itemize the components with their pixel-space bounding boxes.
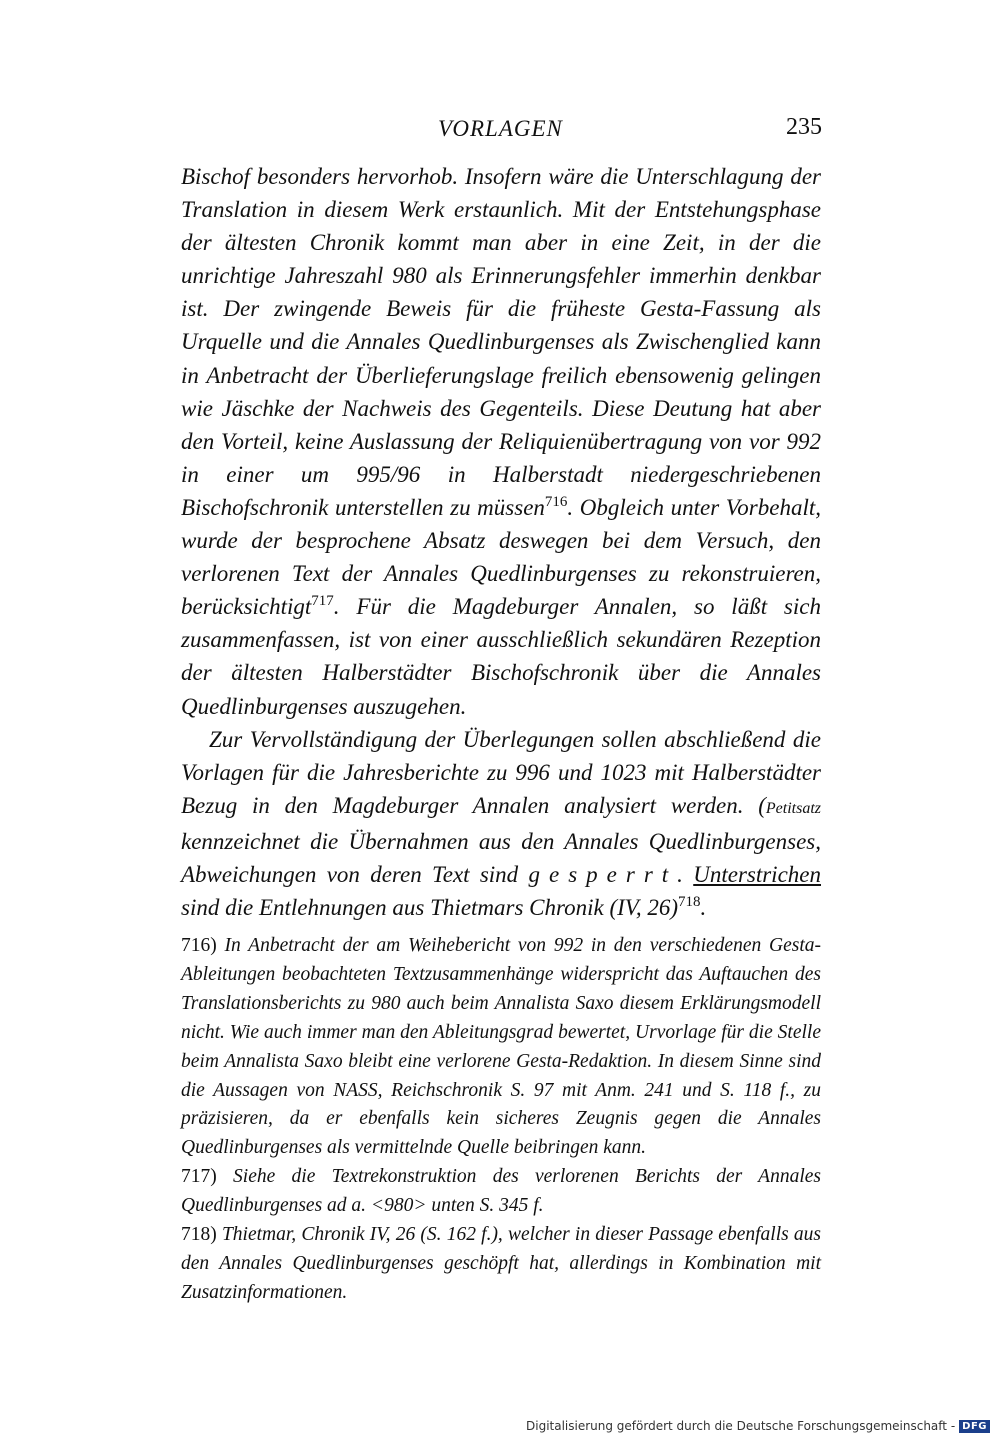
banner-text: Digitalisierung gefördert durch die Deutsche Forschungsgemeinschaft - bbox=[526, 1419, 956, 1433]
petitsatz-word: Petitsatz bbox=[765, 799, 821, 817]
footnote-717 bbox=[181, 1163, 821, 1221]
paragraph-2 bbox=[181, 723, 821, 925]
paragraph-2-text-a: Zur Vervollständigung der Überlegungen sollen abschließend die Vorlagen für die Jahresberichte zu 996 und 1023 mit Halberstädter Bezug in den Magdeburger Annalen analysiert werden. ( bbox=[181, 726, 821, 818]
paragraph-2-text-c: . bbox=[677, 861, 694, 887]
footnote-ref-718: 718 bbox=[678, 894, 701, 911]
dfg-logo: DFG bbox=[959, 1420, 990, 1433]
paragraph-1-text-b: . Obgleich unter Vorbehalt, wurde der besprochene Absatz deswegen bei dem Versuch, den verlorenen Text der Annales Quedlinburgenses zu rekonstruieren, berücksichtigt bbox=[181, 494, 821, 620]
footnote-text: Siehe die Textrekonstruktion des verlorenen Berichts der Annales Quedlinburgenses ad a. <980> unten S. 345 f. bbox=[181, 1166, 821, 1217]
footnote-716 bbox=[181, 932, 821, 1163]
footnote-ref-717: 717 bbox=[311, 593, 334, 610]
paragraph-1-text-c: . Für die Magdeburger Annalen, so läßt sich zusammenfassen, ist von einer ausschließlich sekundären Rezeption der ältesten Halberstädter Bischofschronik über die Annales Quedlinburgenses auszugehen. bbox=[181, 594, 821, 719]
footnote-number: 718) bbox=[181, 1224, 217, 1246]
paragraph-2-text-d: sind die Entlehnungen aus Thietmars Chronik (IV, 26) bbox=[181, 895, 679, 921]
main-text bbox=[181, 160, 821, 924]
footnote-718 bbox=[181, 1221, 821, 1308]
footnote-ref-716: 716 bbox=[544, 493, 568, 510]
footnote-text: In Anbetracht der am Weihebericht von 992 in den verschiedenen Gesta-Ableitungen beobachteten Textzusammenhänge widerspricht das Auftauchen des Translationsberichts zu 980 auch beim Annalista Saxo diesem Erklärungsmodell nicht. Wie auch immer man den Ableitungsgrad bewertet, Urvorlage für die Stelle beim Annalista Saxo bleibt eine verlorene Gesta-Redaktion. In diesem Sinne sind die Aussagen von NASS, Reichschronik S. 97 mit Anm. 241 und S. 118 f., zu präzisieren, da er ebenfalls kein sicheres Zeugnis gegen die Annales Quedlinburgenses als vermittelnde Quelle beibringen kann. bbox=[181, 935, 821, 1159]
underlined-word: Unterstrichen bbox=[693, 861, 821, 887]
footnote-number: 717) bbox=[181, 1166, 217, 1188]
spaced-word: gesperrt bbox=[528, 861, 678, 887]
footnote-text: Thietmar, Chronik IV, 26 (S. 162 f.), welcher in dieser Passage ebenfalls aus den Annales Quedlinburgenses geschöpft hat, allerdings in Kombination mit Zusatzinformationen. bbox=[181, 1224, 821, 1303]
paragraph-2-text-b: kennzeichnet die Übernahmen aus den Annales Quedlinburgenses, Abweichungen von deren Text sind bbox=[181, 828, 821, 887]
page-number: 235 bbox=[786, 114, 822, 140]
digitization-banner bbox=[526, 1419, 990, 1433]
footnote-number: 716) bbox=[181, 935, 217, 956]
footnotes bbox=[181, 932, 821, 1308]
paragraph-2-text-e: . bbox=[700, 895, 707, 921]
paragraph-1 bbox=[181, 160, 821, 723]
page-header-title: VORLAGEN bbox=[438, 116, 563, 141]
paragraph-1-text-a: Bischof besonders hervorhob. Insofern wäre die Unterschlagung der Translation in diesem Werk erstaunlich. Mit der Entstehungsphase der ältesten Chronik kommt man aber in eine Zeit, in der die unrichtige Jahreszahl 980 als Erinnerungsfehler immerhin denkbar ist. Der zwingende Beweis für die früheste Gesta-Fassung als Urquelle und die Annales Quedlinburgenses als Zwischenglied kann in Anbetracht der Überlieferungslage freilich ebensowenig gelingen wie Jäschke der Nachweis des Gegenteils. Diese Deutung hat aber den Vorteil, keine Auslassung der Reliquienübertragung von vor 992 in einer um 995/96 in Halberstadt niedergeschriebenen Bischofschronik unterstellen zu müssen bbox=[181, 164, 821, 520]
